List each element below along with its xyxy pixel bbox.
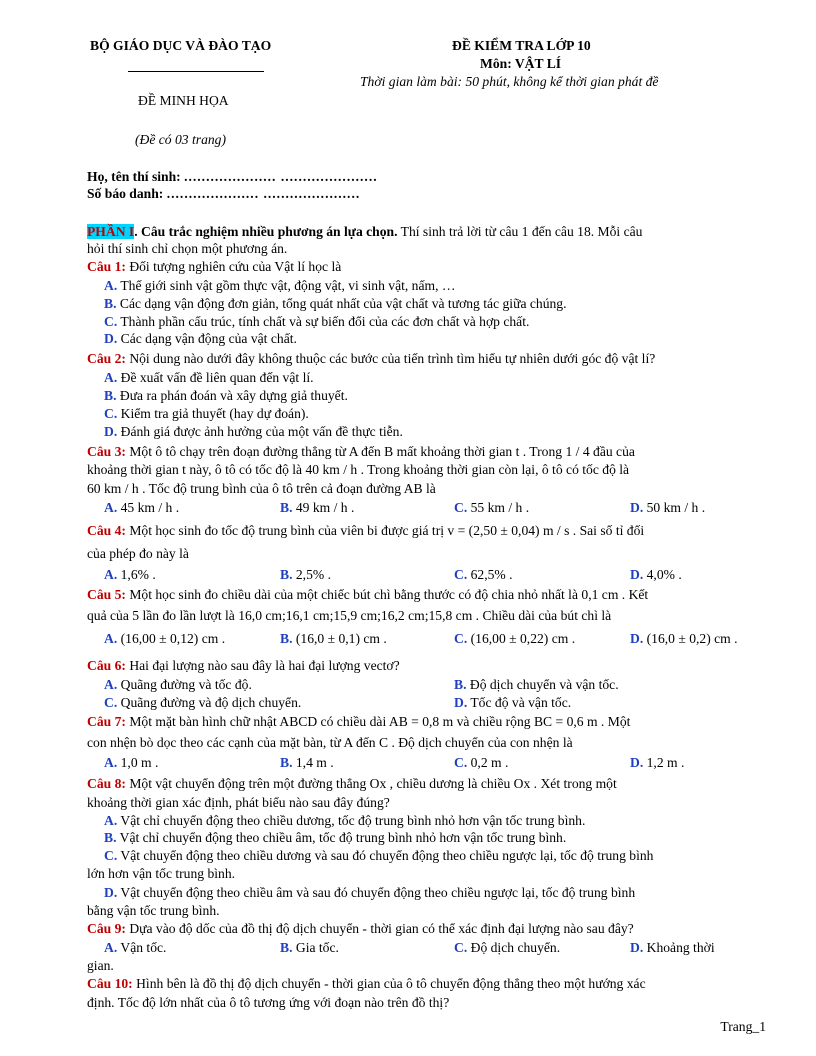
- part1-heading: [87, 224, 642, 240]
- part1-tag: PHẦN I: [87, 224, 135, 239]
- option-1b: B. Các dạng vận động đơn giản, tổng quát nhất của vật chất và tương tác giữa chúng.: [104, 296, 567, 311]
- option-8d: D. Vật chuyển động theo chiều âm và sau đó chuyển động theo chiều ngược lại, tốc độ trung bình: [104, 885, 636, 900]
- option-9a: A. Vận tốc.: [104, 940, 167, 955]
- question-1: [87, 259, 341, 275]
- option-5c: C. (16,00 ± 0,22) cm .: [454, 631, 576, 646]
- option-8a: A. Vật chỉ chuyển động theo chiều dương, tốc độ trung bình nhỏ hơn vận tốc trung bình.: [104, 813, 586, 828]
- question-5-line2: quả của 5 lần đo lần lượt là 16,0 cm;16,1 cm;15,9 cm;16,2 cm;15,8 cm . Chiều dài của bút chì là: [87, 608, 612, 623]
- question-10: Câu 10: Hình bên là đồ thị độ dịch chuyển - thời gian của ô tô chuyển động thẳng theo một hướng xác: [87, 976, 646, 991]
- option-6c: C. Quãng đường và độ dịch chuyển.: [104, 695, 302, 710]
- part1-title: . Câu trắc nghiệm nhiều phương án lựa chọn.: [134, 224, 398, 239]
- option-9c: C. Độ dịch chuyển.: [454, 940, 561, 955]
- question-7: Câu 7: Một mặt bàn hình chữ nhật ABCD có chiều dài AB = 0,8 m và chiều rộng BC = 0,6 m . Một: [87, 714, 631, 729]
- question-4: Câu 4: Một học sinh đo tốc độ trung bình của viên bi được giá trị v = (2,50 ± 0,04) m / s . Sai số tỉ đối: [87, 523, 645, 538]
- student-id-dots: ..................... ......................: [166, 186, 361, 201]
- sample-label: ĐỀ MINH HỌA: [138, 93, 229, 108]
- option-2a: A. Đề xuất vấn đề liên quan đến vật lí.: [104, 370, 314, 385]
- question-number: Câu 1:: [87, 259, 126, 274]
- part1-instruction: Thí sinh trả lời từ câu 1 đến câu 18. Mỗi câu: [397, 224, 643, 239]
- option-3d: D. 50 km / h .: [630, 500, 706, 515]
- question-3-line3: 60 km / h . Tốc độ trung bình của ô tô trên cả đoạn đường AB là: [87, 481, 436, 496]
- question-8: Câu 8: Một vật chuyển động trên một đường thẳng Ox , chiều dương là chiều Ox . Xét trong một: [87, 776, 617, 791]
- option-6d: D. Tốc độ và vận tốc.: [454, 695, 572, 710]
- option-3a: A. 45 km / h .: [104, 500, 180, 515]
- option-5a: A. (16,00 ± 0,12) cm .: [104, 631, 226, 646]
- option-5d: D. (16,0 ± 0,2) cm .: [630, 631, 738, 646]
- question-9: Câu 9: Dựa vào độ dốc của đồ thị độ dịch chuyển - thời gian có thể xác định đại lượng nào sau đây?: [87, 921, 634, 936]
- question-10-line2: định. Tốc độ lớn nhất của ô tô tương ứng với đoạn nào trên đồ thị?: [87, 995, 450, 1010]
- option-4d: D. 4,0% .: [630, 567, 682, 582]
- option-4a: A. 1,6% .: [104, 567, 156, 582]
- option-3c: C. 55 km / h .: [454, 500, 530, 515]
- question-6: Câu 6: Hai đại lượng nào sau đây là hai đại lượng vectơ?: [87, 658, 400, 673]
- subject: Môn: VẬT LÍ: [480, 56, 562, 71]
- student-name-label: Họ, tên thí sinh:: [87, 169, 181, 184]
- question-8-line2: khoảng thời gian xác định, phát biểu nào sau đây đúng?: [87, 795, 390, 810]
- student-name-row: [87, 169, 378, 185]
- option-3b: B. 49 km / h .: [280, 500, 355, 515]
- option-9d: D. Khoảng thời: [630, 940, 715, 955]
- option-7c: C. 0,2 m .: [454, 755, 509, 770]
- divider: [128, 71, 264, 72]
- option-7b: B. 1,4 m .: [280, 755, 334, 770]
- part1-instruction-cont: hỏi thí sinh chỉ chọn một phương án.: [87, 241, 288, 256]
- option-8c: C. Vật chuyển động theo chiều dương và sau đó chuyển động theo chiều ngược lại, tốc độ trung bình: [104, 848, 654, 863]
- student-id-row: [87, 186, 360, 202]
- option-1c: C. Thành phần cấu trúc, tính chất và sự biến đổi của các đơn chất và hợp chất.: [104, 314, 530, 329]
- option-2b: B. Đưa ra phán đoán và xây dựng giả thuyết.: [104, 388, 348, 403]
- option-7a: A. 1,0 m .: [104, 755, 159, 770]
- option-1d: D. Các dạng vận động của vật chất.: [104, 331, 297, 346]
- pages-note: (Đề có 03 trang): [135, 132, 226, 147]
- option-2d: D. Đánh giá được ảnh hưởng của một vấn đề thực tiễn.: [104, 424, 403, 439]
- question-5: Câu 5: Một học sinh đo chiều dài của một chiếc bút chì bằng thước có độ chia nhỏ nhất là 0,1 cm . Kết: [87, 587, 649, 602]
- option-9b: B. Gia tốc.: [280, 940, 339, 955]
- option-9d-cont: gian.: [87, 958, 114, 973]
- option-4c: C. 62,5% .: [454, 567, 513, 582]
- page-number: Trang_1: [720, 1019, 766, 1034]
- option-6a: A. Quãng đường và tốc độ.: [104, 677, 252, 692]
- option-6b: B. Độ dịch chuyển và vận tốc.: [454, 677, 619, 692]
- option-4b: B. 2,5% .: [280, 567, 331, 582]
- option-7d: D. 1,2 m .: [630, 755, 685, 770]
- option-8b: B. Vật chỉ chuyển động theo chiều âm, tốc độ trung bình nhỏ hơn vận tốc trung bình.: [104, 830, 567, 845]
- student-id-label: Số báo danh:: [87, 186, 164, 201]
- question-2: Câu 2: Nội dung nào dưới đây không thuộc các bước của tiến trình tìm hiểu tự nhiên dưới góc độ vật lí?: [87, 351, 656, 366]
- question-7-line2: con nhện bò dọc theo các cạnh của mặt bàn, từ A đến C . Độ dịch chuyển của con nhện là: [87, 735, 573, 750]
- option-8c-cont: lớn hơn vận tốc trung bình.: [87, 866, 236, 881]
- option-5b: B. (16,0 ± 0,1) cm .: [280, 631, 387, 646]
- option-2c: C. Kiểm tra giả thuyết (hay dự đoán).: [104, 406, 309, 421]
- ministry-name: BỘ GIÁO DỤC VÀ ĐÀO TẠO: [90, 38, 272, 53]
- question-4-line2: của phép đo này là: [87, 546, 189, 561]
- question-text: Đối tượng nghiên cứu của Vật lí học là: [129, 259, 342, 274]
- option-8d-cont: bằng vận tốc trung bình.: [87, 903, 220, 918]
- option-1a: A. Thế giới sinh vật gồm thực vật, động vật, vi sinh vật, nấm, …: [104, 278, 456, 293]
- question-3: Câu 3: Một ô tô chạy trên đoạn đường thẳng từ A đến B mất khoảng thời gian t . Trong 1 / 4 đầu của: [87, 444, 635, 459]
- student-name-dots: ..................... ......................: [184, 169, 378, 184]
- time-note: Thời gian làm bài: 50 phút, không kể thời gian phát đề: [360, 74, 659, 89]
- question-3-line2: khoảng thời gian t này, ô tô có tốc độ là 40 km / h . Trong khoảng thời gian còn lại, ô tô có tốc độ là: [87, 462, 630, 477]
- exam-title: ĐỀ KIỂM TRA LỚP 10: [452, 38, 591, 53]
